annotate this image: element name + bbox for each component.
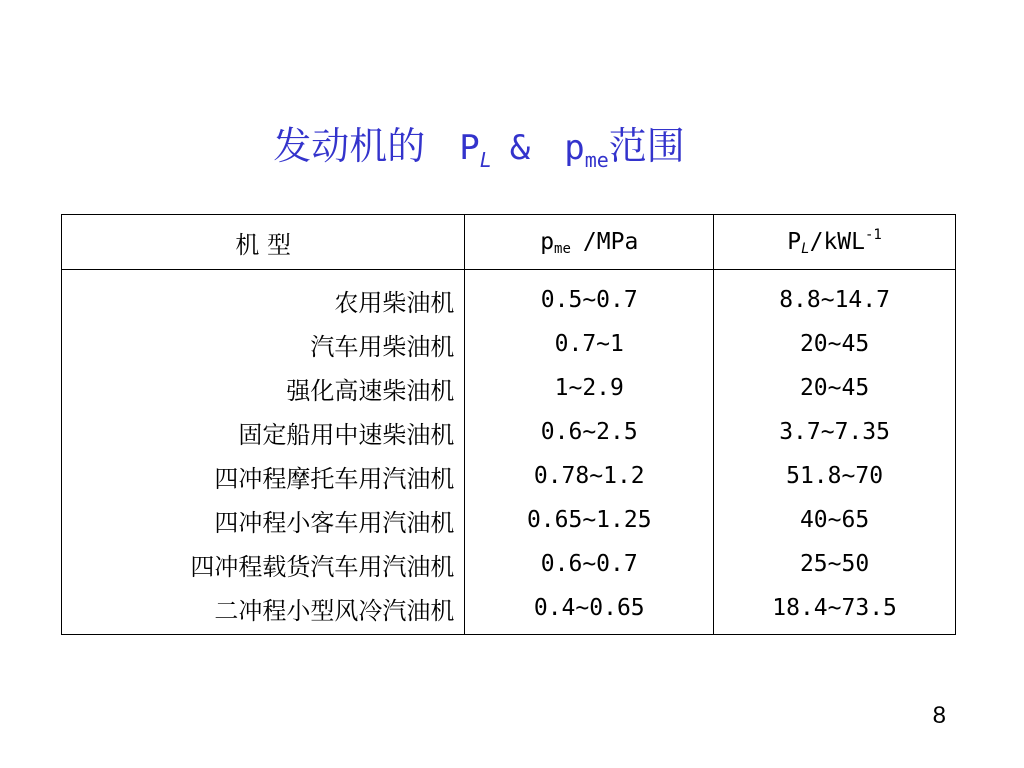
engine-type-cell: 二冲程小型风冷汽油机 [62, 586, 465, 635]
table-row [62, 498, 956, 542]
title-prefix: 发动机的 [273, 124, 426, 168]
table-row [62, 270, 956, 323]
header-pl-exponent: -1 [864, 227, 882, 243]
header-pl-sub: L [801, 241, 810, 257]
pme-range-cell: 1~2.9 [465, 366, 714, 410]
title-suffix: 范围 [608, 124, 685, 168]
title-ampersand: & [509, 128, 531, 168]
pl-range-cell: 8.8~14.7 [714, 270, 956, 323]
engine-type-cell: 强化高速柴油机 [62, 366, 465, 410]
table-body [62, 270, 956, 635]
slide-title [0, 118, 958, 176]
header-pme-base: p [540, 229, 555, 255]
table-row [62, 366, 956, 410]
pme-range-cell: 0.65~1.25 [465, 498, 714, 542]
pl-range-cell: 3.7~7.35 [714, 410, 956, 454]
header-engine-type: 机 型 [62, 215, 465, 270]
engine-type-cell: 汽车用柴油机 [62, 322, 465, 366]
engine-type-cell: 四冲程摩托车用汽油机 [62, 454, 465, 498]
header-pme-unit: /MPa [582, 229, 639, 255]
engine-type-cell: 固定船用中速柴油机 [62, 410, 465, 454]
pl-range-cell: 18.4~73.5 [714, 586, 956, 635]
pme-range-cell: 0.78~1.2 [465, 454, 714, 498]
table-row [62, 586, 956, 635]
engine-range-table [61, 214, 956, 635]
title-pl-sub: L [479, 148, 492, 172]
pme-range-cell: 0.7~1 [465, 322, 714, 366]
page-number: 8 [932, 702, 946, 729]
header-pl [714, 215, 956, 270]
title-pme-base: p [564, 128, 585, 168]
pl-range-cell: 51.8~70 [714, 454, 956, 498]
header-pme [465, 215, 714, 270]
engine-type-cell: 四冲程载货汽车用汽油机 [62, 542, 465, 586]
header-pme-sub: me [554, 241, 571, 257]
pl-range-cell: 20~45 [714, 366, 956, 410]
header-pl-base: P [787, 229, 802, 255]
pme-range-cell: 0.6~2.5 [465, 410, 714, 454]
pme-range-cell: 0.6~0.7 [465, 542, 714, 586]
table-header-row [62, 215, 956, 270]
title-pl-base: P [459, 128, 480, 168]
title-pl-symbol [459, 128, 492, 172]
title-pme-sub: me [584, 148, 609, 172]
header-pl-unit: /kWL [809, 229, 865, 255]
pl-range-cell: 20~45 [714, 322, 956, 366]
table-row [62, 322, 956, 366]
title-pme-symbol [564, 128, 609, 172]
pme-range-cell: 0.4~0.65 [465, 586, 714, 635]
table-row [62, 542, 956, 586]
table-row [62, 410, 956, 454]
table-row [62, 454, 956, 498]
engine-type-cell: 四冲程小客车用汽油机 [62, 498, 465, 542]
pl-range-cell: 40~65 [714, 498, 956, 542]
engine-type-cell: 农用柴油机 [62, 270, 465, 323]
pl-range-cell: 25~50 [714, 542, 956, 586]
pme-range-cell: 0.5~0.7 [465, 270, 714, 323]
